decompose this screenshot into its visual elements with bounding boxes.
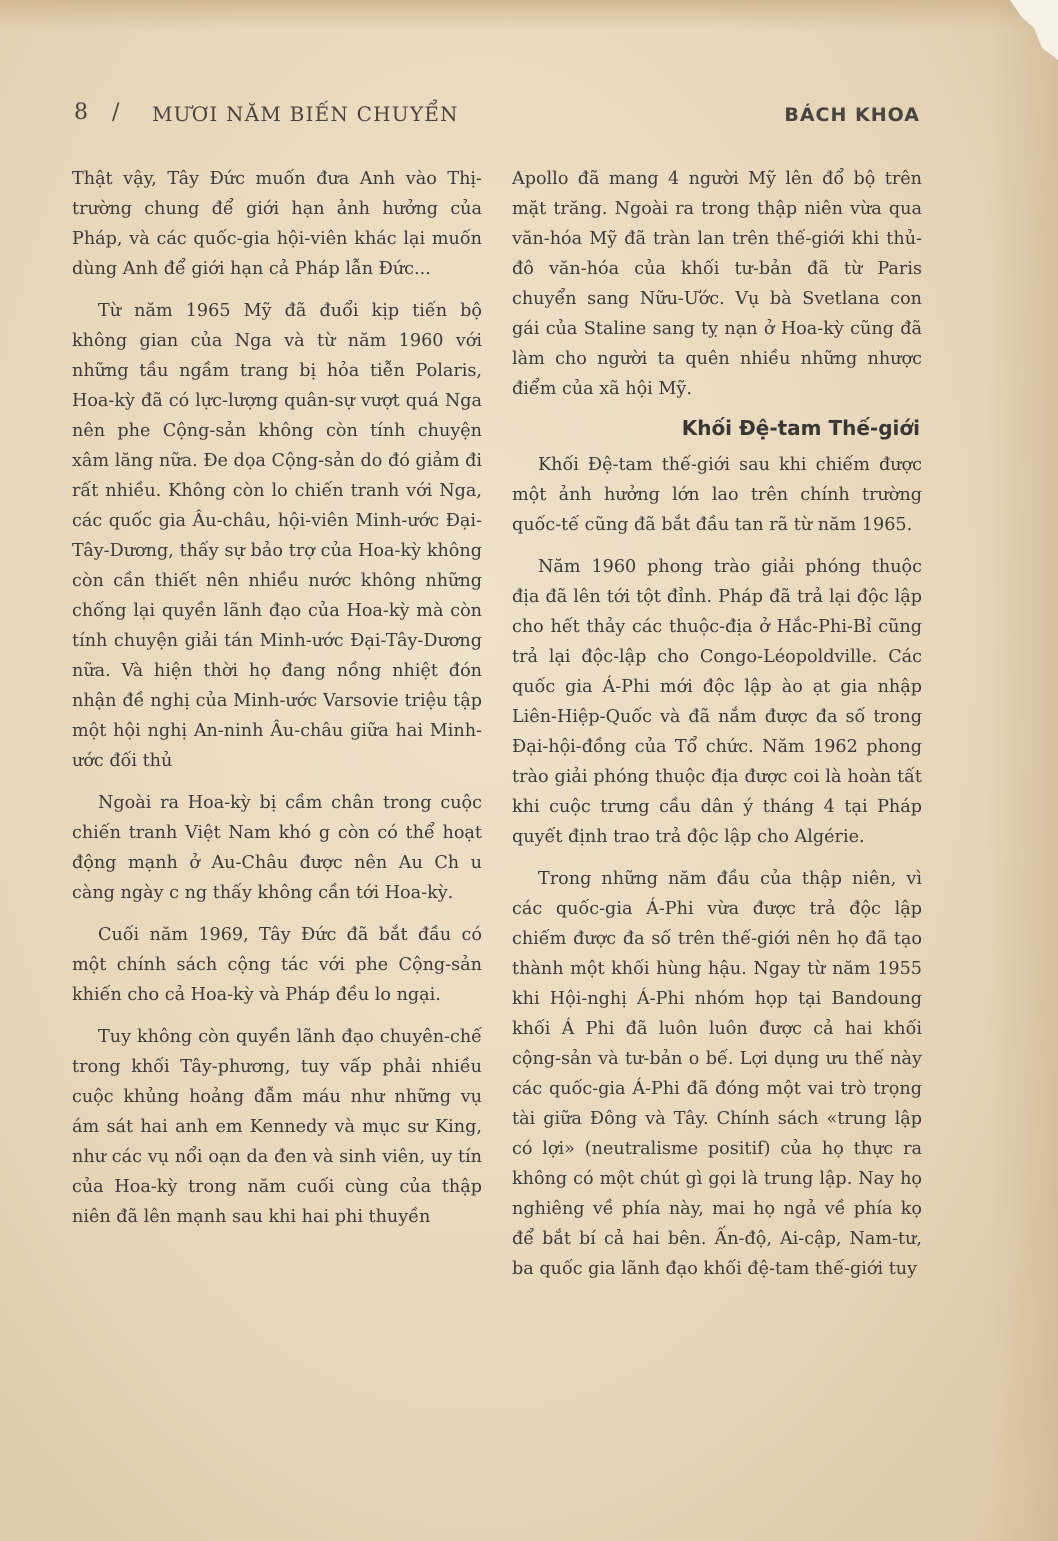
running-title: MƯƠI NĂM BIẾN CHUYỂN: [152, 102, 459, 126]
publication-name: BÁCH KHOA: [784, 104, 920, 126]
paragraph: Năm 1960 phong trào giải phóng thuộc địa đã lên tới tột đỉnh. Pháp đã trả lại độc lập cho hết thảy các thuộc-địa ở Hắc-Phi-Bỉ cũng trả lại độc-lập cho Congo-Léopoldville. Các quốc gia Á-Phi mới độc lập ào ạt gia nhập Liên-Hiệp-Quốc và đã nắm được đa số trong Đại-hội-đồng của Tổ chức. Năm 1962 phong trào giải phóng thuộc địa được coi là hoàn tất khi cuộc trưng cầu dân ý tháng 4 tại Pháp quyết định trao trả độc lập cho Algérie.: [512, 557, 922, 847]
header-separator: /: [112, 100, 120, 125]
paragraph: Tuy không còn quyền lãnh đạo chuyên-chế trong khối Tây-phương, tuy vấp phải nhiều cuộc khủng hoảng đẫm máu như những vụ ám sát hai anh em Kennedy và mục sư King, như các vụ nổi oạn da đen và sinh viên, uy tín của Hoa-kỳ trong năm cuối cùng của thập niên đã lên mạnh sau khi hai phi thuyền: [72, 1027, 482, 1227]
page-right-shadow: [988, 0, 1058, 1541]
page-number: 8: [74, 100, 88, 125]
paragraph: Apollo đã mang 4 người Mỹ lên đổ bộ trên mặt trăng. Ngoài ra trong thập niên vừa qua văn-hóa Mỹ đã tràn lan trên thế-giới khi thủ-đô văn-hóa của khối tư-bản đã từ Paris chuyển sang Nữu-Ước. Vụ bà Svetlana con gái của Staline sang tỵ nạn ở Hoa-kỳ cũng đã làm cho người ta quên nhiều những nhược điểm của xã hội Mỹ.: [512, 169, 922, 399]
page-top-shadow: [0, 0, 1058, 30]
paragraph: Ngoài ra Hoa-kỳ bị cầm chân trong cuộc chiến tranh Việt Nam khó g còn có thể hoạt động mạnh ở Au-Châu được nên Au Ch u càng ngày c ng thấy không cần tới Hoa-kỳ.: [72, 793, 482, 903]
paragraph: Trong những năm đầu của thập niên, vì các quốc-gia Á-Phi vừa được trả độc lập chiếm được đa số trên thế-giới nên họ đã tạo thành một khối hùng hậu. Ngay từ năm 1955 khi Hội-nghị Á-Phi nhóm họp tại Bandoung khối Á Phi đã luôn luôn được cả hai khối cộng-sản và tư-bản o bế. Lợi dụng ưu thế này các quốc-gia Á-Phi đã đóng một vai trò trọng tài giữa Đông và Tây. Chính sách «trung lập có lợi» (neutralisme positif) của họ thực ra không có một chút gì gọi là trung lập. Nay họ nghiêng về phía này, mai họ ngả về phía kọ để bắt bí cả hai bên. Ấn-độ, Ai-cập, Nam-tư, ba quốc gia lãnh đạo khối đệ-tam thế-giới tuy: [512, 869, 922, 1279]
section-heading: Khối Đệ-tam Thế-giới: [681, 416, 920, 440]
paragraph: Thật vậy, Tây Đức muốn đưa Anh vào Thị-trường chung để giới hạn ảnh hưởng của Pháp, và các quốc-gia hội-viên khác lại muốn dùng Anh để giới hạn cả Pháp lẫn Đức...: [72, 169, 482, 279]
paragraph: Khối Đệ-tam thế-giới sau khi chiếm được một ảnh hưởng lớn lao trên chính trường quốc-tế cũng đã bắt đầu tan rã từ năm 1965.: [512, 455, 922, 535]
right-column: [512, 164, 922, 1284]
left-column: [72, 164, 482, 1232]
running-header: [72, 98, 924, 132]
paragraph: Cuối năm 1969, Tây Đức đã bắt đầu có một chính sách cộng tác với phe Cộng-sản khiến cho cả Hoa-kỳ và Pháp đều lo ngại.: [72, 925, 482, 1005]
paragraph: Từ năm 1965 Mỹ đã đuổi kịp tiến bộ không gian của Nga và từ năm 1960 với những tầu ngầm trang bị hỏa tiễn Polaris, Hoa-kỳ đã có lực-lượng quân-sự vượt quá Nga nên phe Cộng-sản không còn tính chuyện xâm lăng nữa. Đe dọa Cộng-sản do đó giảm đi rất nhiều. Không còn lo chiến tranh với Nga, các quốc gia Âu-châu, hội-viên Minh-ước Đại-Tây-Dương, thấy sự bảo trợ của Hoa-kỳ không còn cần thiết nên nhiều nước không những chống lại quyền lãnh đạo của Hoa-kỳ mà còn tính chuyện giải tán Minh-ước Đại-Tây-Dương nữa. Và hiện thời họ đang nồng nhiệt đón nhận đề nghị của Minh-ước Varsovie triệu tập một hội nghị An-ninh Âu-châu giữa hai Minh-ước đối thủ: [72, 301, 482, 771]
